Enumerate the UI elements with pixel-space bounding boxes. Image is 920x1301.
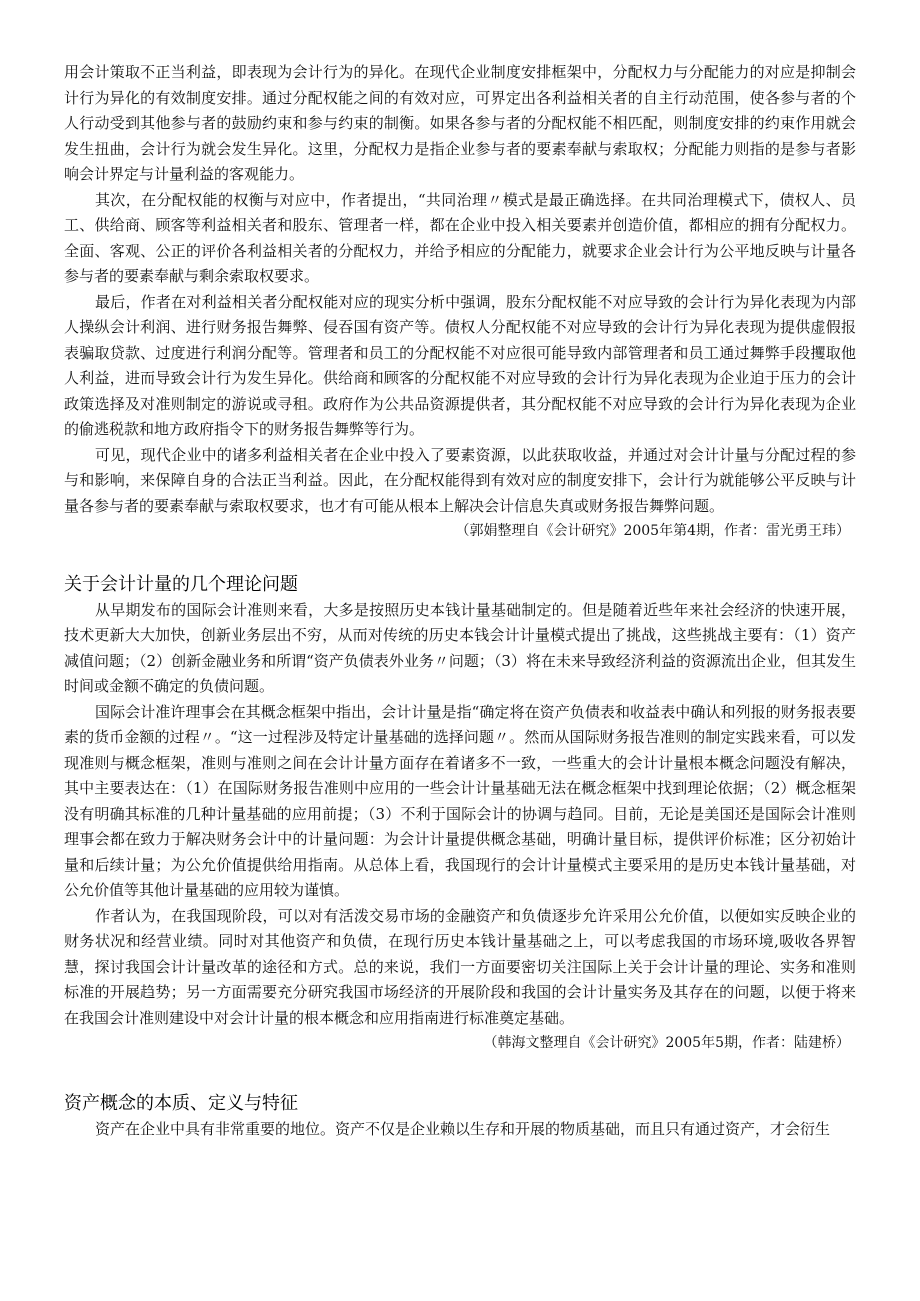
section-asset-concept — [64, 1091, 856, 1143]
section-distribution-rights — [64, 60, 856, 545]
section-title: 关于会计计量的几个理论问题 — [64, 573, 298, 595]
section-accounting-measurement — [64, 572, 856, 1057]
section-title: 资产概念的本质、定义与特征 — [64, 1092, 298, 1114]
paragraph: 其次，在分配权能的权衡与对应中，作者提出，“共同治理〃模式是最正确选择。在共同治理模式下，债权人、员工、供给商、顾客等利益相关者和股东、管理者一样，都在企业中投入相关要素并创造价值，都相应的拥有分配权力。全面、客观、公正的评价各利益相关者的分配权力，并给予相应的分配能力，就要求企业会计行为公平地反映与计量各参与者的要素奉献与剩余索取权要求。 — [64, 190, 856, 285]
source-citation: （郭娟整理自《会计研究》2005年第4期，作者：雷光勇王玮） — [455, 523, 850, 539]
paragraph: 可见，现代企业中的诸多利益相关者在企业中投入了要素资源，以此获取收益，并通过对会计计量与分配过程的参与和影响，来保障自身的合法正当利益。因此，在分配权能得到有效对应的制度安排下，会计行为就能够公平反映与计量各参与者的要素奉献与索取权要求，也才有可能从根本上解决会计信息失真或财务报告舞弊问题。 — [64, 445, 856, 515]
document-page — [64, 60, 856, 1142]
paragraph: 从早期发布的国际会计准则来看，大多是按照历史本钱计量基础制定的。但是随着近些年来社会经济的快速开展，技术更新大大加快，创新业务层出不穷，从而对传统的历史本钱会计计量模式提出了挑战，这些挑战主要有：（1）资产减值问题；（2）创新金融业务和所谓“资产负债表外业务〃问题；（3）将在未来导致经济利益的资源流出企业，但其发生时间或金额不确定的负债问题。 — [64, 600, 856, 695]
paragraph: 作者认为，在我国现阶段，可以对有活泼交易市场的金融资产和负债逐步允许采用公允价值，以便如实反映企业的财务状况和经营业绩。同时对其他资产和负债，在现行历史本钱计量基础之上，可以考虑我国的市场环境,吸收各界智慧，探讨我国会计计量改革的途径和方式。总的来说，我们一方面要密切关注国际上关于会计计量的理论、实务和准则标准的开展趋势；另一方面需要充分研究我国市场经济的开展阶段和我国的会计计量实务及其存在的问题，以便于将来在我国会计准则建设中对会计计量的根本概念和应用指南进行标准奠定基础。 — [64, 906, 856, 1027]
paragraph: 资产在企业中具有非常重要的地位。资产不仅是企业赖以生存和开展的物质基础，而且只有通过资产，才会衍生 — [95, 1119, 831, 1138]
paragraph: 国际会计准许理事会在其概念框架中指出，会计计量是指“确定将在资产负债表和收益表中确认和列报的财务报表要素的货币金额的过程〃。“这一过程涉及特定计量基础的选择问题〃。然而从国际财务报告准则的制定实践来看，可以发现准则与概念框架，准则与准则之间在会计计量方面存在着诸多不一致，一些重大的会计计量根本概念问题没有解决，其中主要表达在：（1）在国际财务报告准则中应用的一些会计计量基础无法在概念框架中找到理论依据；（2）概念框架没有明确其标准的几种计量基础的应用前提；（3）不利于国际会计的协调与趋同。目前，无论是美国还是国际会计准则理事会都在致力于解决财务会计中的计量问题：为会计计量提供概念基础，明确计量目标，提供评价标准；区分初始计量和后续计量；为公允价值提供给用指南。从总体上看，我国现行的会计计量模式主要采用的是历史本钱计量基础，对公允价值等其他计量基础的应用较为谨慎。 — [64, 702, 856, 899]
source-citation: （韩海文整理自《会计研究》2005年5期，作者：陆建桥） — [483, 1035, 850, 1051]
paragraph: 最后，作者在对利益相关者分配权能对应的现实分析中强调，股东分配权能不对应导致的会计行为异化表现为内部人操纵会计利润、进行财务报告舞弊、侵吞国有资产等。债权人分配权能不对应导致的会计行为异化表现为提供虚假报表骗取贷款、过度进行利润分配等。管理者和员工的分配权能不对应很可能导致内部管理者和员工通过舞弊手段攫取他人利益，进而导致会计行为发生异化。供给商和顾客的分配权能不对应导致的会计行为异化表现为企业迫于压力的会计政策选择及对准则制定的游说或寻租。政府作为公共品资源提供者，其分配权能不对应导致的会计行为异化表现为企业的偷逃税款和地方政府指令下的财务报告舞弊等行为。 — [64, 292, 856, 438]
paragraph: 用会计策取不正当利益，即表现为会计行为的异化。在现代企业制度安排框架中，分配权力与分配能力的对应是抑制会计行为异化的有效制度安排。通过分配权能之间的有效对应，可界定出各利益相关者的自主行动范围，使各参与者的个人行动受到其他参与者的鼓励约束和参与约束的制衡。如果各参与者的分配权能不相匹配，则制度安排的约束作用就会发生扭曲，会计行为就会发生异化。这里，分配权力是指企业参与者的要素奉献与索取权；分配能力则指的是参与者影响会计界定与计量利益的客观能力。 — [64, 63, 856, 183]
